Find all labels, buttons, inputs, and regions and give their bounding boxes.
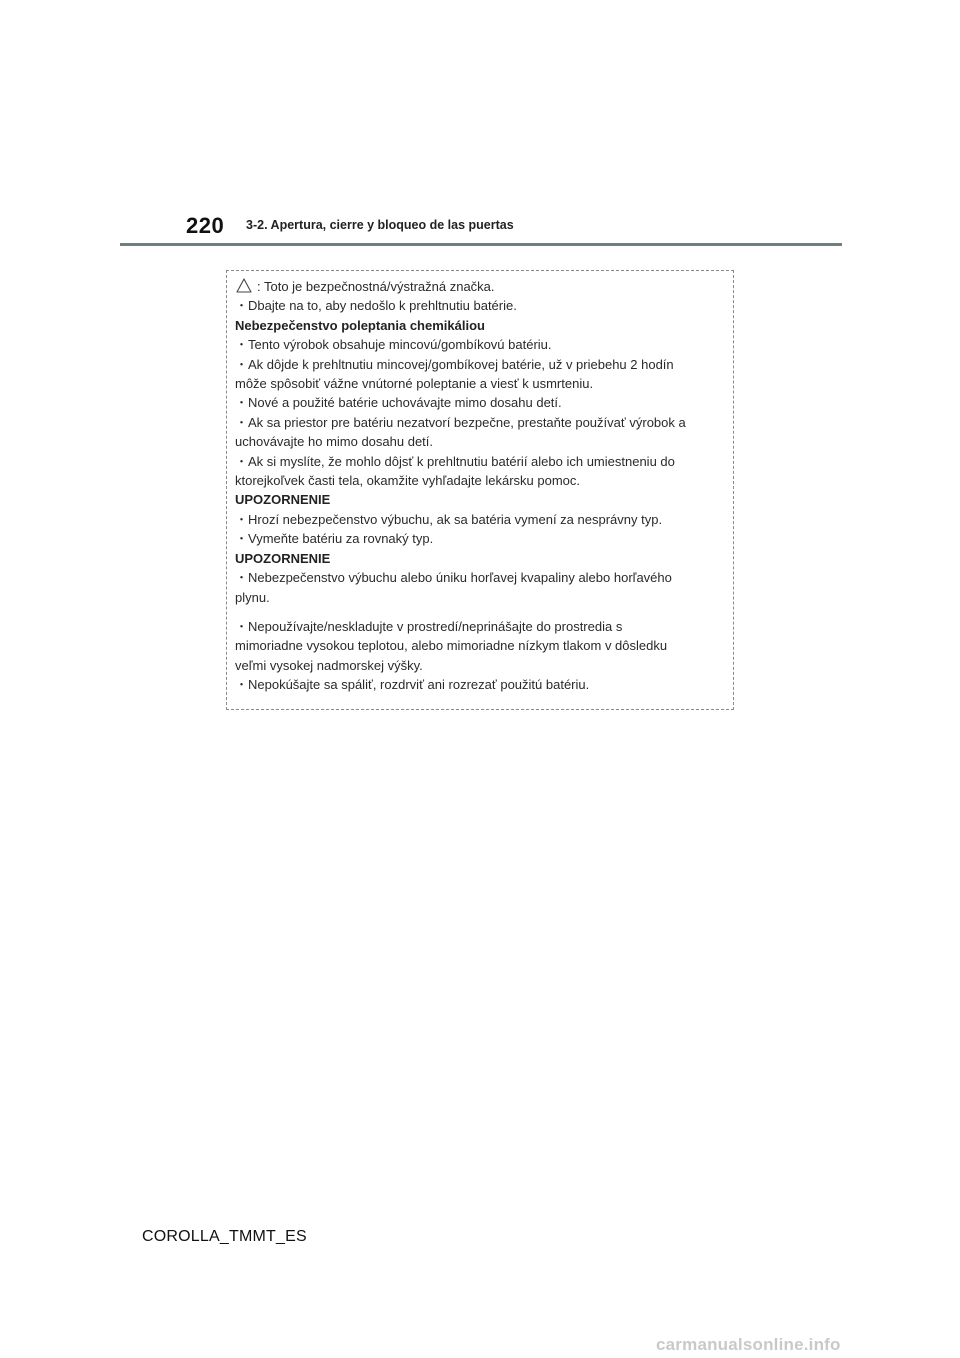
warning-symbol-line — [235, 277, 725, 296]
notice-line-3: ・Tento výrobok obsahuje mincovú/gombíkovú batériu. — [235, 337, 552, 353]
warning-triangle-icon — [236, 278, 252, 293]
notice-line-20: veľmi vysokej nadmorskej výšky. — [235, 657, 423, 673]
notice-line-5: môže spôsobiť vážne vnútorné poleptanie a viesť k usmrteniu. — [235, 376, 594, 392]
notice-line-12: ・Hrozí nebezpečenstvo výbuchu, ak sa batéria vymení za nesprávny typ. — [235, 511, 663, 527]
notice-line-0: : Toto je bezpečnostná/výstražná značka. — [257, 279, 495, 294]
notice-line-10: ktorejkoľvek časti tela, okamžite vyhľadajte lekársku pomoc. — [235, 473, 581, 489]
notice-heading-caution-1: UPOZORNENIE — [235, 492, 331, 508]
header-rule — [120, 243, 842, 246]
watermark: carmanualsonline.info — [656, 1335, 841, 1354]
page-number: 220 — [186, 213, 225, 238]
footer-model-code: COROLLA_TMMT_ES — [142, 1228, 307, 1245]
notice-heading-caution-2: UPOZORNENIE — [235, 550, 331, 566]
notice-line-1: ・Dbajte na to, aby nedošlo k prehltnutiu batérie. — [235, 298, 517, 314]
notice-line-18: ・Nepoužívajte/neskladujte v prostredí/neprinášajte do prostredia s — [235, 618, 623, 634]
notice-heading-chemical-burn: Nebezpečenstvo poleptania chemikáliou — [235, 317, 485, 333]
notice-line-21: ・Nepokúšajte sa spáliť, rozdrviť ani rozrezať použitú batériu. — [235, 677, 590, 693]
section-title: 3-2. Apertura, cierre y bloqueo de las puertas — [246, 218, 514, 232]
notice-spacer — [235, 607, 725, 617]
notice-line-7: ・Ak sa priestor pre batériu nezatvorí bezpečne, prestaňte používať výrobok a — [235, 414, 686, 430]
notice-line-6: ・Nové a použité batérie uchovávajte mimo dosahu detí. — [235, 395, 562, 411]
notice-line-19: mimoriadne vysokou teplotou, alebo mimoriadne nízkym tlakom v dôsledku — [235, 638, 668, 654]
notice-line-8: uchovávajte ho mimo dosahu detí. — [235, 434, 434, 450]
notice-line-13: ・Vymeňte batériu za rovnaký typ. — [235, 531, 434, 547]
battery-warning-box — [226, 270, 734, 710]
notice-line-4: ・Ak dôjde k prehltnutiu mincovej/gombíkovej batérie, už v priebehu 2 hodín — [235, 356, 674, 372]
notice-line-16: plynu. — [235, 589, 270, 605]
notice-line-9: ・Ak si myslíte, že mohlo dôjsť k prehltnutiu batérií alebo ich umiestneniu do — [235, 453, 675, 469]
notice-line-15: ・Nebezpečenstvo výbuchu alebo úniku horľavej kvapaliny alebo horľavého — [235, 570, 672, 586]
